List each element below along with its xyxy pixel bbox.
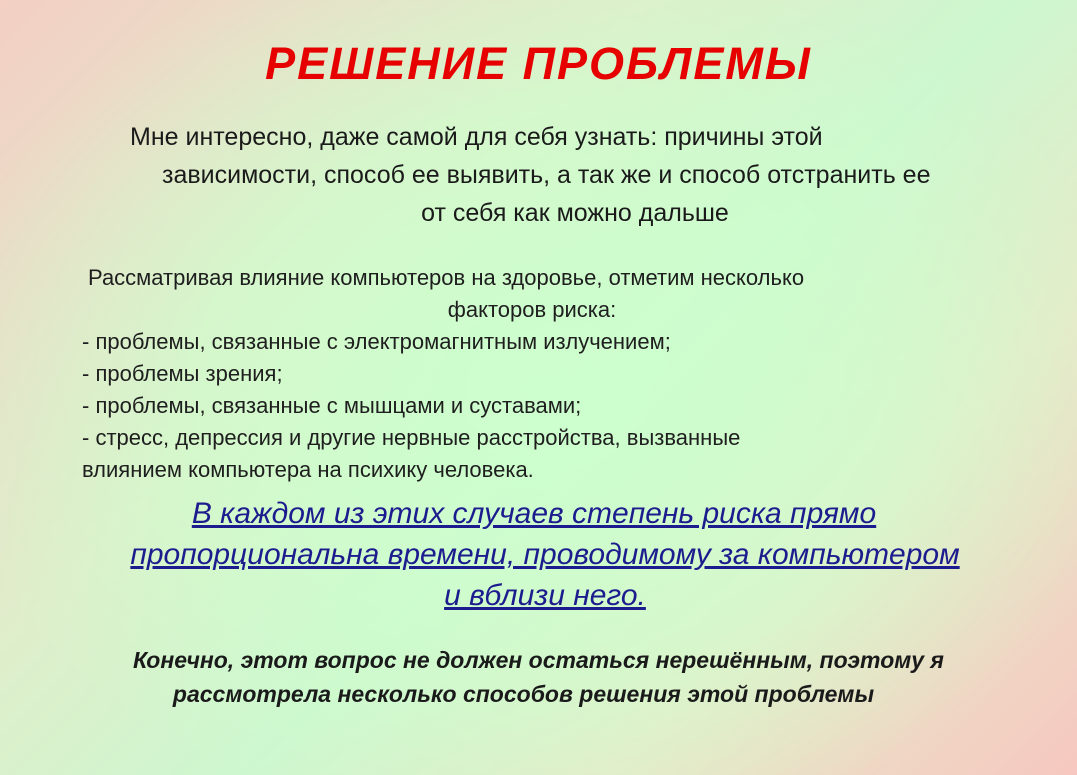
- conclusion-line-1: Конечно, этот вопрос не должен остаться нерешённым, поэтому я: [133, 647, 944, 673]
- conclusion-line-2: рассмотрела несколько способов решения этой проблемы: [172, 681, 875, 707]
- list-item: - проблемы, связанные с мышцами и суставами;: [82, 393, 582, 418]
- factors-lead-line-2: факторов риска:: [447, 297, 617, 322]
- risk-statement: [40, 493, 1050, 616]
- list-item: - проблемы зрения;: [82, 361, 283, 386]
- list-item: - стресс, депрессия и другие нервные расстройства, вызванные: [82, 425, 741, 450]
- list-item: - проблемы, связанные с электромагнитным излучением;: [82, 329, 671, 354]
- risk-line-2: пропорциональна времени, проводимому за компьютером: [130, 538, 960, 571]
- list-item: влиянием компьютера на психику человека.: [82, 457, 534, 482]
- intro-line-1: Мне интересно, даже самой для себя узнать: причины этой: [130, 123, 823, 151]
- conclusion-paragraph: [0, 643, 1077, 711]
- risk-line-3: и вблизи него.: [444, 579, 646, 612]
- risk-factors-list: [82, 326, 1002, 486]
- intro-paragraph: [100, 118, 1030, 232]
- intro-line-2: зависимости, способ ее выявить, а так же и способ отстранить ее: [162, 161, 931, 189]
- factors-lead-line-1: Рассматривая влияние компьютеров на здоровье, отметим несколько: [88, 265, 805, 290]
- risk-factors-block: [82, 262, 1002, 486]
- risk-line-1: В каждом из этих случаев степень риска прямо: [191, 497, 877, 530]
- slide-title: РЕШЕНИЕ ПРОБЛЕМЫ: [265, 38, 812, 89]
- intro-line-3: от себя как можно дальше: [421, 199, 729, 227]
